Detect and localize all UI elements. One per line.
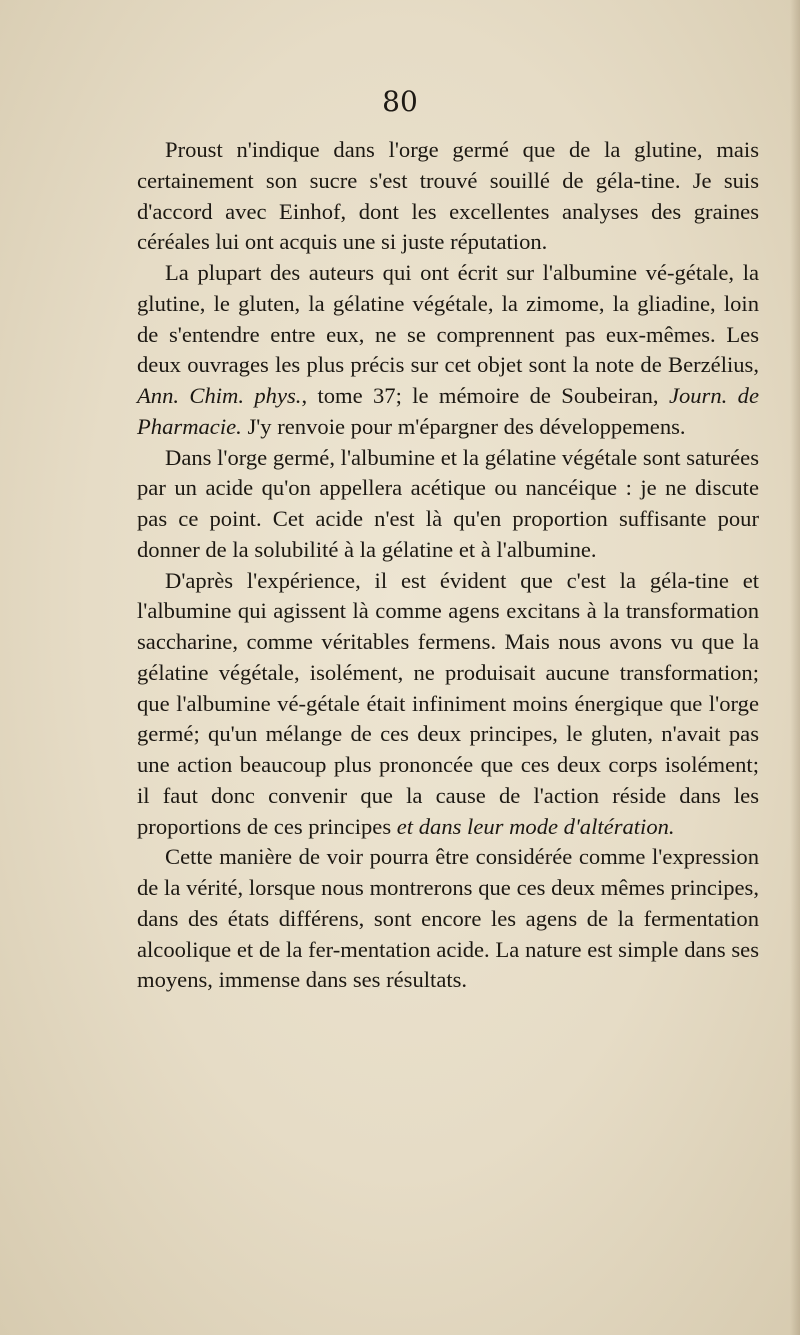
body-text	[137, 135, 759, 996]
page-edge-shadow	[790, 0, 800, 1335]
emphasis-italic: et dans leur mode d'altération.	[396, 813, 675, 839]
text-segment: , tome 37; le mémoire de Soubeiran,	[301, 383, 669, 408]
text-segment: Proust n'indique dans l'orge germé que de la glutine, mais certainement son sucre s'est trouvé souillé de géla-tine. Je suis d'accord avec Einhof, dont les excellentes analyses des graines céréales lui ont acquis une si juste réputation.	[137, 137, 759, 255]
text-segment: D'après l'expérience, il est évident que c'est la géla-tine et l'albumine qui agissent là comme agens excitans à la transformation saccharine, comme véritables fermens. Mais nous avons vu que la gélatine végétale, isolément, ne produisait aucune transformation; que l'albumine vé-gétale était infiniment moins énergique que l'orge germé; qu'un mélange de ces deux principes, le gluten, n'avait pas une action beaucoup plus prononcée que ces deux corps isolément; il faut donc convenir que la cause de l'action réside dans les proportions de ces principes	[137, 567, 759, 839]
text-segment: La plupart des auteurs qui ont écrit sur l'albumine vé-gétale, la glutine, le gluten, la gélatine végétale, la zimome, la gliadine, loin de s'entendre entre eux, ne se comprennent pas eux-mêmes. Les deux ouvrages les plus précis sur cet objet sont la note de Berzélius,	[137, 260, 759, 378]
paragraph	[137, 566, 759, 843]
paragraph	[137, 258, 759, 443]
citation-journ-pharmacie: Journ. de Pharmacie.	[137, 383, 759, 439]
paragraph	[137, 443, 759, 566]
citation-ann-chim-phys: Ann. Chim. phys.	[137, 383, 302, 408]
text-segment: Dans l'orge germé, l'albumine et la gélatine végétale sont saturées par un acide qu'on appellera acétique ou nancéique : je ne discute pas ce point. Cet acide n'est là qu'en proportion suffisante pour donner de la solubilité à la gélatine et à l'albumine.	[137, 444, 759, 562]
paragraph	[137, 135, 759, 258]
page-number: 80	[382, 85, 418, 118]
text-segment: J'y renvoie pour m'épargner des développemens.	[241, 413, 686, 439]
paragraph	[137, 842, 759, 996]
text-segment: Cette manière de voir pourra être considérée comme l'expression de la vérité, lorsque nous montrerons que ces deux mêmes principes, dans des états différens, sont encore les agens de la fermentation alcoolique et de la fer-mentation acide. La nature est simple dans ses moyens, immense dans ses résultats.	[137, 844, 759, 993]
